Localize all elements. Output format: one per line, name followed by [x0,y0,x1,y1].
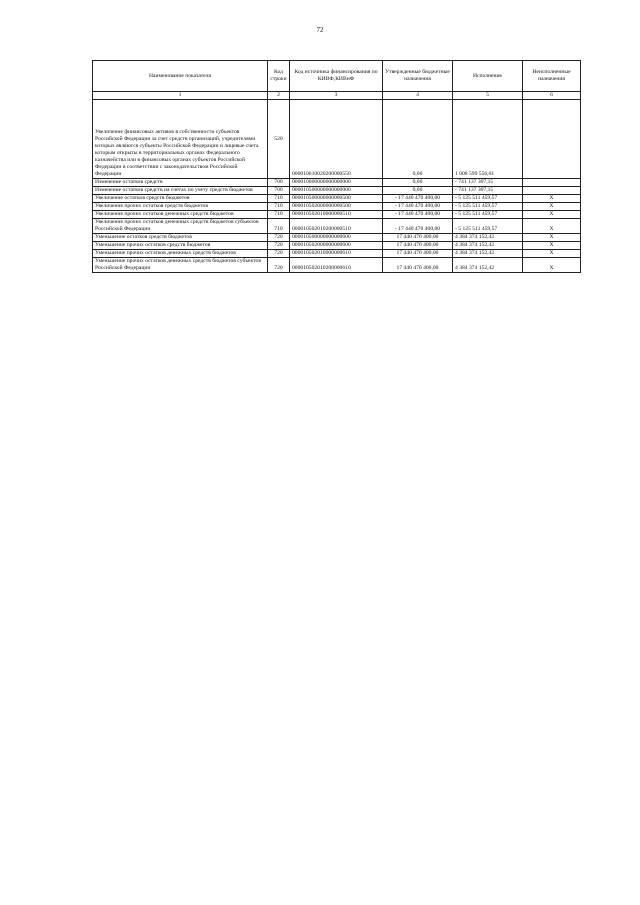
row-actual: - 5 125 511 459,57 [453,218,523,233]
row-actual: 4 384 374 152,42 [453,241,523,249]
row-name: Увеличение финансовых активов в собственности субъектов Российской Федерации за счет средств организаций, учредителями которых являются субъекты Российской Федерации и лицевые счета которым открыты в территориальных органах Федерального казначейства или в финансовых органах субъектов Российской Федерации в соответствии с законодательством Российской Федерации [93,100,268,179]
row-actual: - 741 137 307,15 [453,186,523,194]
row-approved: - 17 440 470 400,00 [383,218,453,233]
row-source-code: 000010610020200000550 [290,100,383,179]
row-actual: - 5 125 511 459,57 [453,194,523,202]
table-row [93,218,581,233]
table-row [93,100,581,179]
row-remaining [523,186,581,194]
row-code: 710 [268,218,290,233]
row-remaining [523,179,581,187]
header-approved: Утвержденные бюджетные назначения [383,61,453,92]
row-actual: 4 384 374 152,42 [453,233,523,241]
row-remaining [523,100,581,179]
row-approved: 0,00 [383,186,453,194]
row-source-code: 000010502000000000600 [290,241,383,249]
table-body [93,92,581,273]
column-number: 2 [268,92,290,100]
table-row [93,257,581,272]
row-code: 720 [268,249,290,257]
table-row [93,241,581,249]
row-name: Увеличение остатков средств бюджетов [93,194,268,202]
header-row [93,61,581,92]
table-row [93,233,581,241]
row-source-code: 000010500000000000000 [290,186,383,194]
row-remaining: X [523,249,581,257]
row-source-code: 000010502010000000610 [290,249,383,257]
row-code: 720 [268,233,290,241]
row-code: 720 [268,241,290,249]
row-approved: 17 440 470 400,00 [383,241,453,249]
row-code: 700 [268,186,290,194]
row-actual: - 5 125 511 459,57 [453,210,523,218]
row-name: Уменьшение прочих остатков денежных средств бюджетов [93,249,268,257]
row-name: Увеличение прочих остатков денежных средств бюджетов субъектов Российской Федерации [93,218,268,233]
row-remaining: X [523,210,581,218]
header-code: Код строки [268,61,290,92]
table-row [93,179,581,187]
table-row [93,194,581,202]
row-remaining: X [523,202,581,210]
header-source: Код источника финансирования по КИВФ,КИВнФ [290,61,383,92]
row-approved: 17 440 470 400,00 [383,257,453,272]
column-numbers-row [93,92,581,100]
row-approved: - 17 440 470 400,00 [383,194,453,202]
table-header [93,61,581,92]
row-name: Увеличение прочих остатков средств бюджетов [93,202,268,210]
row-name: Уменьшение прочих остатков средств бюджетов [93,241,268,249]
row-code: 710 [268,210,290,218]
row-code: 700 [268,179,290,187]
row-approved: - 17 440 470 400,00 [383,210,453,218]
row-actual: - 5 125 511 459,57 [453,202,523,210]
row-name: Уменьшение остатков средств бюджетов [93,233,268,241]
row-code: 710 [268,202,290,210]
row-name: Изменение остатков средств [93,179,268,187]
column-number: 3 [290,92,383,100]
row-source-code: 000010000000000000000 [290,179,383,187]
column-number: 6 [523,92,581,100]
row-source-code: 000010502010000000510 [290,210,383,218]
row-actual: 4 384 374 152,42 [453,257,523,272]
row-remaining: X [523,241,581,249]
table-row [93,210,581,218]
page-number: 72 [316,26,324,34]
row-approved: 17 440 470 400,00 [383,249,453,257]
header-actual: Исполнение [453,61,523,92]
row-remaining: X [523,233,581,241]
column-number: 1 [93,92,268,100]
row-approved: 17 440 470 400,00 [383,233,453,241]
row-actual: 1 008 599 556,01 [453,100,523,179]
row-approved: 0,00 [383,100,453,179]
row-code: 710 [268,194,290,202]
row-approved: - 17 440 470 400,00 [383,202,453,210]
row-remaining: X [523,194,581,202]
row-actual: 4 384 374 152,42 [453,249,523,257]
row-name: Изменение остатков средств на счетах по учету средств бюджетов [93,186,268,194]
row-actual: - 741 137 307,15 [453,179,523,187]
column-number: 5 [453,92,523,100]
row-code: 720 [268,257,290,272]
row-source-code: 000010502010200000610 [290,257,383,272]
row-source-code: 000010500000000000500 [290,194,383,202]
budget-sources-table [92,60,581,273]
row-approved: 0,00 [383,179,453,187]
row-name: Уменьшение прочих остатков денежных средств бюджетов субъектов Российской Федерации [93,257,268,272]
row-remaining: X [523,257,581,272]
row-code: 520 [268,100,290,179]
header-name: Наименование показателя [93,61,268,92]
table-row [93,249,581,257]
header-remaining: Неисполненные назначения [523,61,581,92]
table-row [93,186,581,194]
row-name: Увеличение прочих остатков денежных средств бюджетов [93,210,268,218]
table-row [93,202,581,210]
row-source-code: 000010502010200000510 [290,218,383,233]
row-source-code: 000010502000000000500 [290,202,383,210]
row-source-code: 000010500000000000600 [290,233,383,241]
row-remaining: X [523,218,581,233]
column-number: 4 [383,92,453,100]
